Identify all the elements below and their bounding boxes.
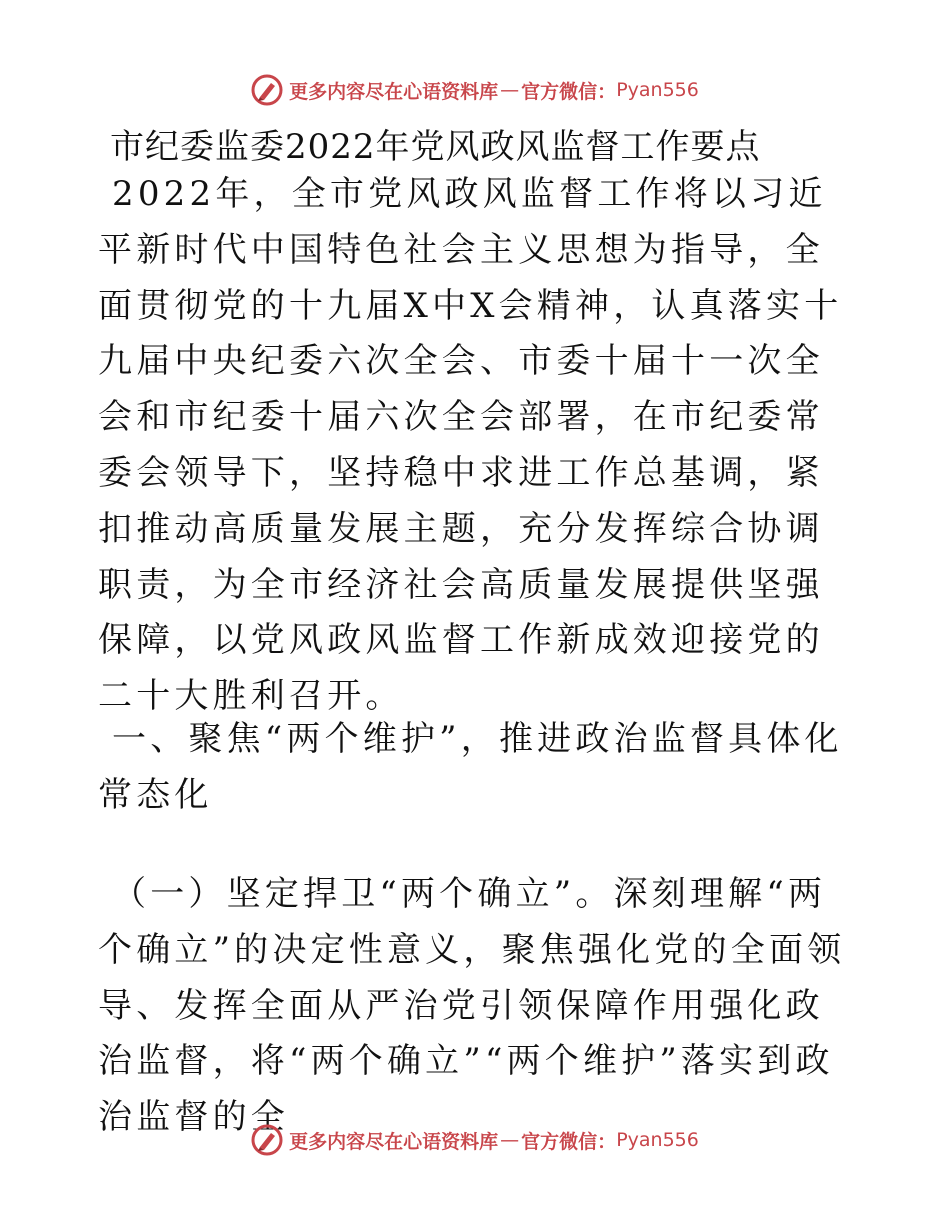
paragraph-intro: 2022年，全市党风政风监督工作将以习近平新时代中国特色社会主义思想为指导，全面贯彻党的十九届X中X会精神，认真落实十九届中央纪委六次全会、市委十届十一次全会和市纪委十届六次全会部署，在市纪委常委会领导下，坚持稳中求进工作总基调，紧扣推动高质量发展主题，充分发挥综合协调职责，为全市经济社会高质量发展提供坚强保障，以党风政风监督工作新成效迎接党的二十大胜利召开。: [98, 174, 843, 717]
watermark-wechat-label: 官方微信：: [521, 80, 617, 103]
document-title: 市纪委监委2022年党风政风监督工作要点: [110, 127, 761, 167]
watermark-text: 更多内容尽在心语资料库: [289, 1130, 499, 1153]
watermark-header: [0, 70, 950, 110]
watermark-footer: [0, 1120, 950, 1160]
watermark-separator: —: [500, 1129, 520, 1151]
watermark-wechat-id: Pyan556: [616, 1129, 699, 1151]
pen-logo-icon: [251, 1124, 283, 1156]
paragraph-section-1-1: （一）坚定捍卫“两个确立”。深刻理解“两个确立”的决定性意义，聚焦强化党的全面领导、发挥全面从严治党引领保障作用强化政治监督，将“两个确立”“两个维护”落实到政治监督的全: [98, 874, 846, 1138]
pen-logo-icon: [251, 74, 283, 106]
watermark-wechat-label: 官方微信：: [521, 1130, 617, 1153]
section-heading-1: 一、聚焦“两个维护”，推进政治监督具体化常态化: [98, 719, 843, 815]
watermark-wechat-id: Pyan556: [616, 79, 699, 101]
watermark-separator: —: [500, 79, 520, 101]
watermark-text: 更多内容尽在心语资料库: [289, 80, 499, 103]
